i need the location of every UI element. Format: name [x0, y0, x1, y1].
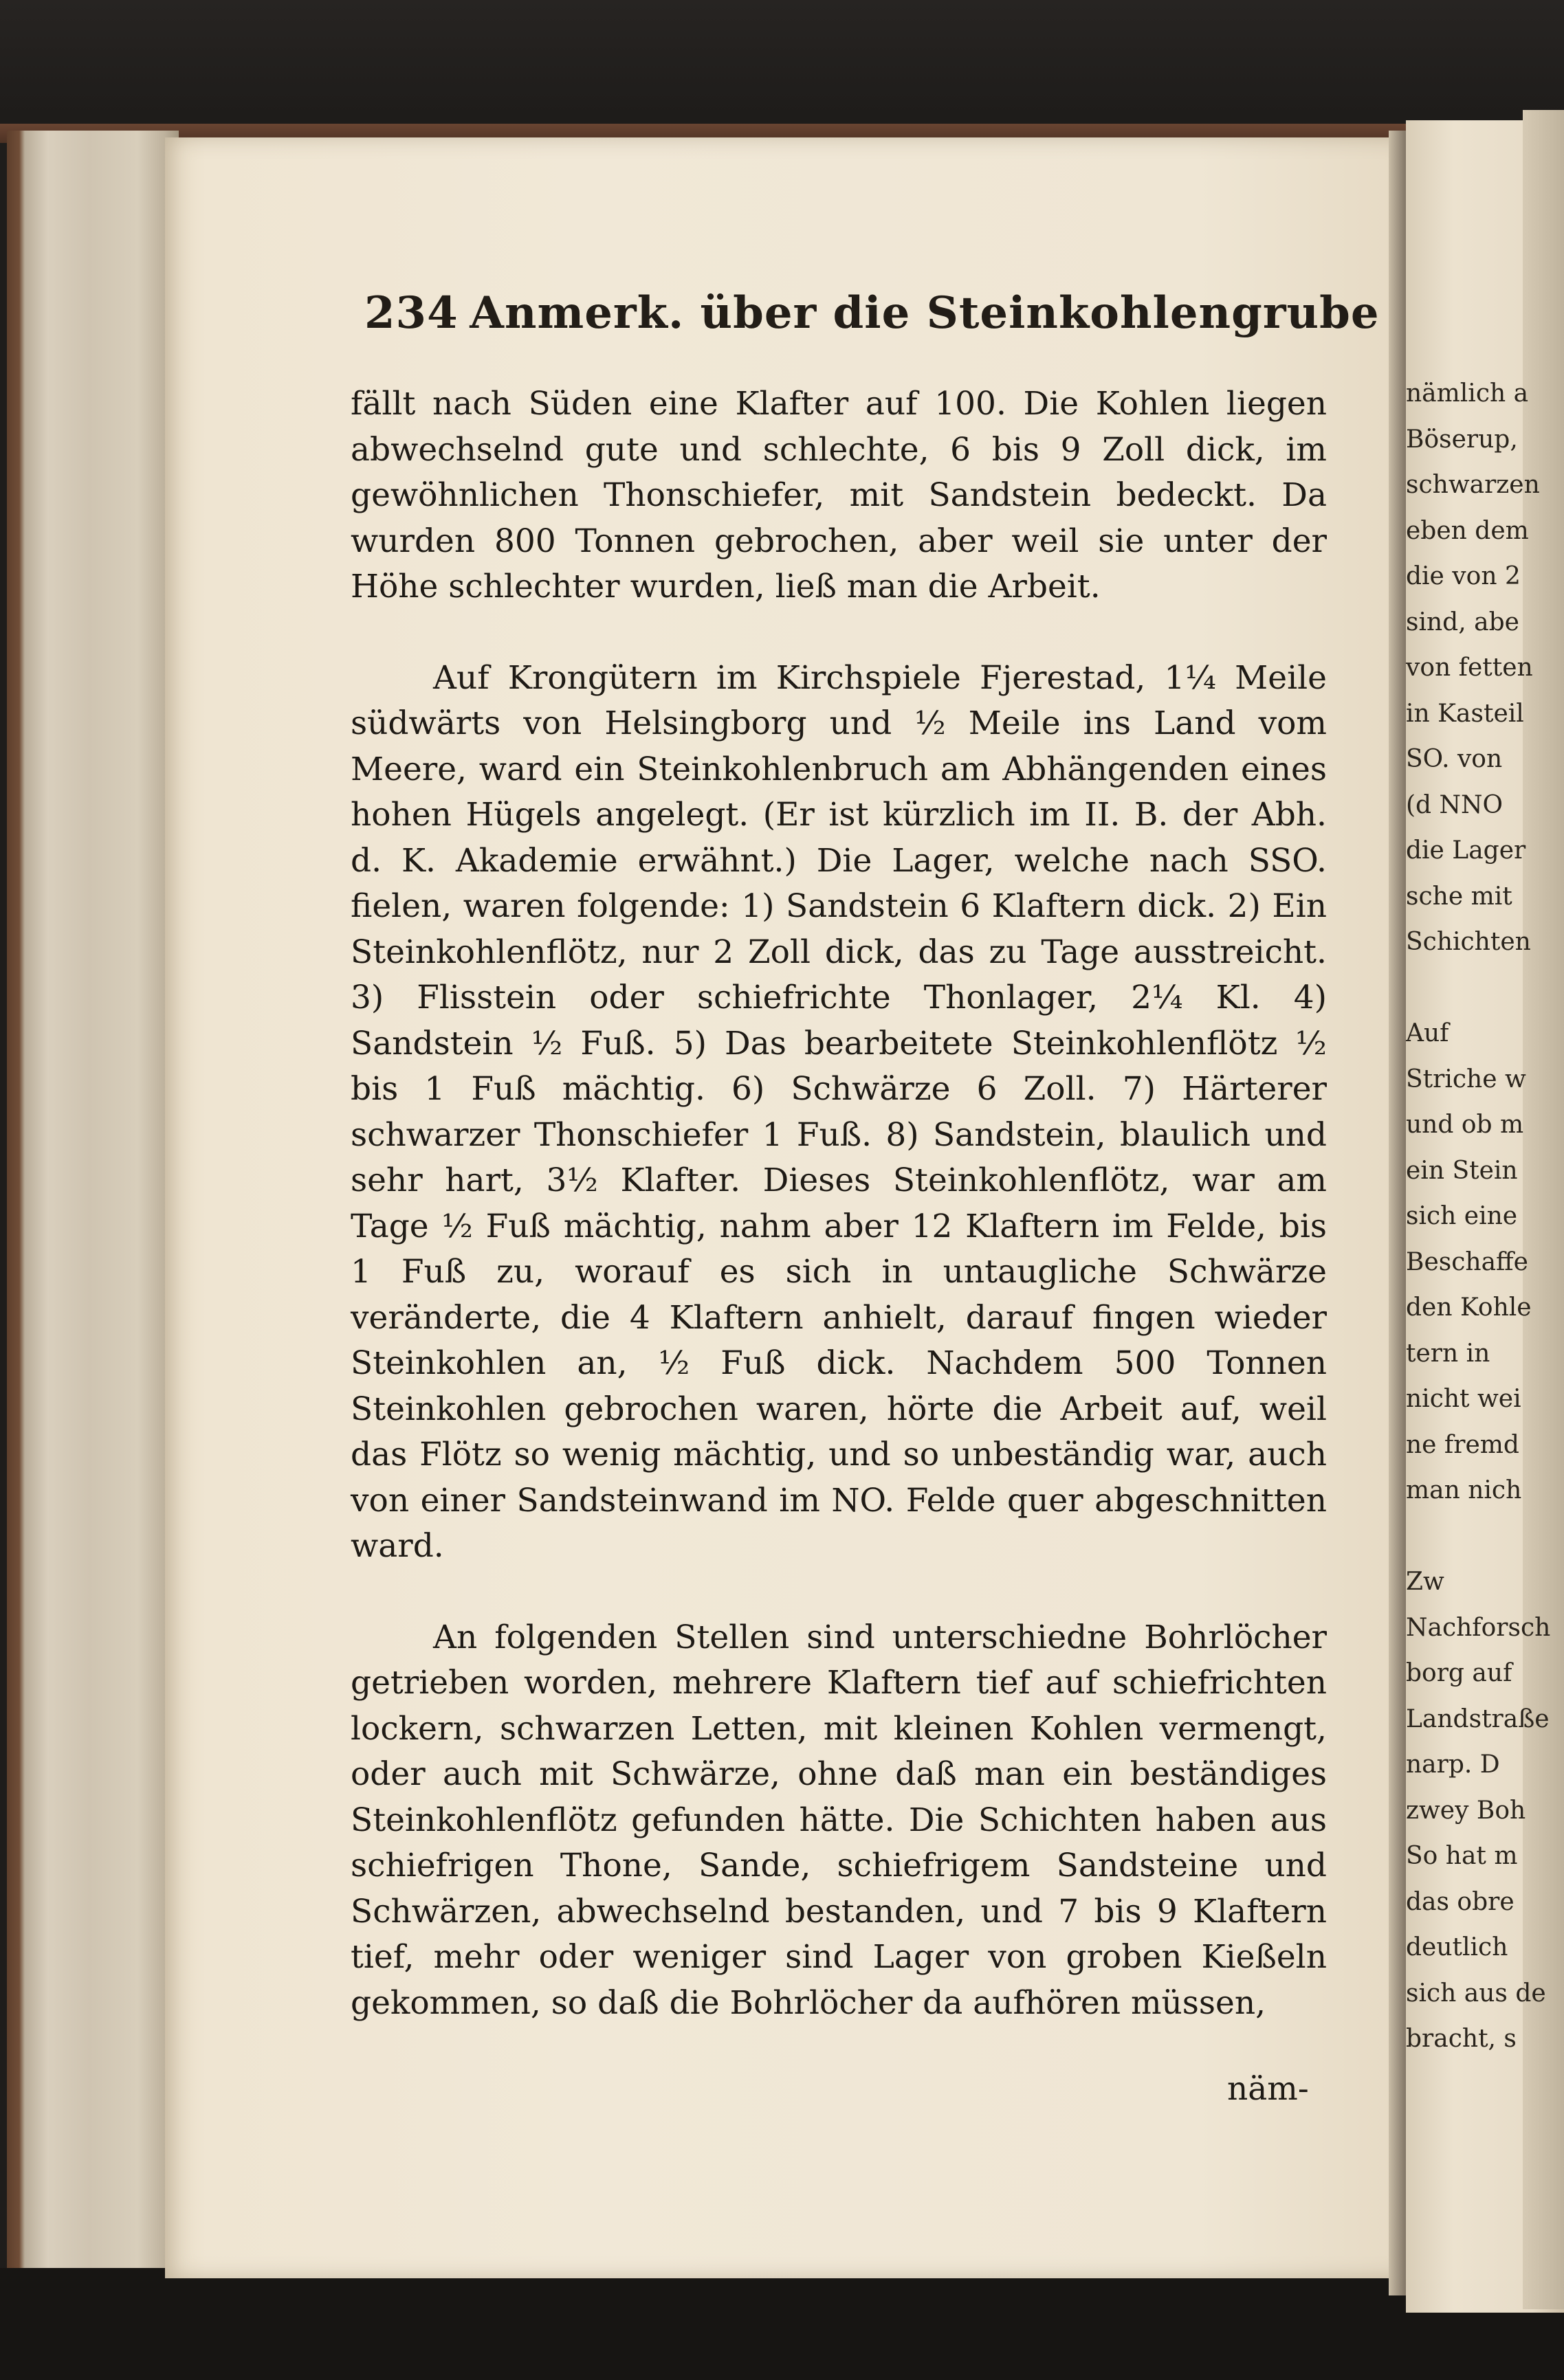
facing-line: SO. von: [1406, 745, 1503, 773]
facing-line: Böserup,: [1406, 425, 1518, 454]
facing-line: Auf: [1406, 1019, 1449, 1047]
facing-page-text: [1406, 371, 1564, 2062]
facing-line: ein Stein: [1406, 1156, 1518, 1185]
facing-line: borg auf: [1406, 1659, 1512, 1687]
facing-line: Zw: [1406, 1568, 1444, 1596]
facing-line: zwey Boh: [1406, 1796, 1526, 1825]
facing-line: den Kohle: [1406, 1293, 1532, 1322]
facing-line: schwarzen: [1406, 471, 1540, 499]
paragraph: Auf Krongütern im Kirchspiele Fjerestad, 1¼ Meile südwärts von Helsingborg und ½ Meile ins Land vom Meere, ward ein Steinkohlenbruch am Abhängenden eines hohen Hügels angelegt. (Er ist kürzlich im II. B. der Abh. d. K. Akademie erwähnt.) Die Lager, welche nach SSO. fielen, waren folgende: 1) Sandstein 6 Klaftern dick. 2) Ein Steinkohlenflötz, nur 2 Zoll dick, das zu Tage ausstreicht. 3) Flisstein oder schiefrichte Thonlager, 2¼ Kl. 4) Sandstein ½ Fuß. 5) Das bearbeitete Steinkohlenflötz ½ bis 1 Fuß mächtig. 6) Schwärze 6 Zoll. 7) Härterer schwarzer Thonschiefer 1 Fuß. 8) Sandstein, blaulich und sehr hart, 3½ Klafter. Dieses Steinkohlenflötz, war am Tage ½ Fuß mächtig, nahm aber 12 Klaftern im Felde, bis 1 Fuß zu, worauf es sich in untaugliche Schwärze veränderte, die 4 Klaftern anhielt, darauf fingen wieder Steinkohlen an, ½ Fuß dick. Nachdem 500 Tonnen Steinkohlen gebrochen waren, hörte die Arbeit auf, weil das Flötz so wenig mächtig, und so unbeständig war, auch von einer Sandsteinwand im NO. Felde quer abgeschnitten ward.: [351, 658, 1327, 1565]
facing-line: und ob m: [1406, 1111, 1524, 1139]
facing-line: von fetten: [1406, 654, 1533, 682]
facing-line: deutlich: [1406, 1933, 1508, 1961]
facing-line: tern in: [1406, 1339, 1490, 1368]
facing-line: narp. D: [1406, 1750, 1500, 1779]
page-header: [364, 287, 1380, 339]
facing-line: Schichten: [1406, 928, 1531, 956]
facing-line: die von 2: [1406, 562, 1521, 590]
facing-line: Striche w: [1406, 1065, 1526, 1093]
running-title: Anmerk. über die Steinkohlengrube: [470, 287, 1380, 339]
facing-line: nämlich a: [1406, 379, 1529, 408]
facing-line: die Lager: [1406, 836, 1526, 865]
paragraph: fällt nach Süden eine Klafter auf 100. Die Kohlen liegen abwechselnd gute und schlechte, 6 bis 9 Zoll dick, im gewöhnlichen Thonschiefer, mit Sandstein bedeckt. Da wurden 800 Tonnen gebrochen, aber weil sie unter der Höhe schlechter wurden, ließ man die Arbeit.: [351, 385, 1327, 605]
facing-line: So hat m: [1406, 1842, 1518, 1870]
facing-line: man nich: [1406, 1476, 1522, 1504]
facing-line: (d NNO: [1406, 790, 1504, 819]
facing-line: nicht wei: [1406, 1385, 1521, 1413]
facing-line: sche mit: [1406, 882, 1512, 911]
facing-line: sind, abe: [1406, 608, 1519, 636]
facing-line: [1406, 966, 1564, 1012]
facing-line: Nachforsch: [1406, 1613, 1551, 1642]
facing-line: eben dem: [1406, 516, 1529, 545]
background-top: [0, 0, 1564, 131]
facing-line: in Kasteil: [1406, 699, 1524, 728]
facing-line: [1406, 1514, 1564, 1560]
facing-line: Beschaffe: [1406, 1247, 1528, 1276]
background-bottom: [0, 2268, 1564, 2380]
facing-line: sich aus de: [1406, 1979, 1546, 2008]
facing-line: ne fremd: [1406, 1430, 1519, 1459]
facing-line: das obre: [1406, 1887, 1515, 1916]
paragraph: An folgenden Stellen sind unterschiedne Bohrlöcher getrieben worden, mehrere Klaftern tief auf schiefrichten lockern, schwarzen Letten, mit kleinen Kohlen vermengt, oder auch mit Schwärze, ohne daß man ein beständiges Steinkohlenflötz gefunden hätte. Die Schichten haben aus schiefrigen Thone, Sande, schiefrigem Sandsteine und Schwärzen, abwechselnd bestanden, und 7 bis 9 Klaftern tief, mehr oder weniger sind Lager von groben Kießeln gekommen, so daß die Bohrlöcher da aufhören müssen,: [351, 1618, 1327, 2022]
page-number: 234: [364, 287, 459, 339]
facing-line: sich eine: [1406, 1202, 1518, 1230]
facing-line: bracht, s: [1406, 2025, 1517, 2053]
page-block-edge: [7, 131, 179, 2282]
catchword: näm-: [1227, 2070, 1309, 2108]
facing-line: Landstraße: [1406, 1704, 1550, 1733]
body-text: [351, 381, 1327, 2026]
